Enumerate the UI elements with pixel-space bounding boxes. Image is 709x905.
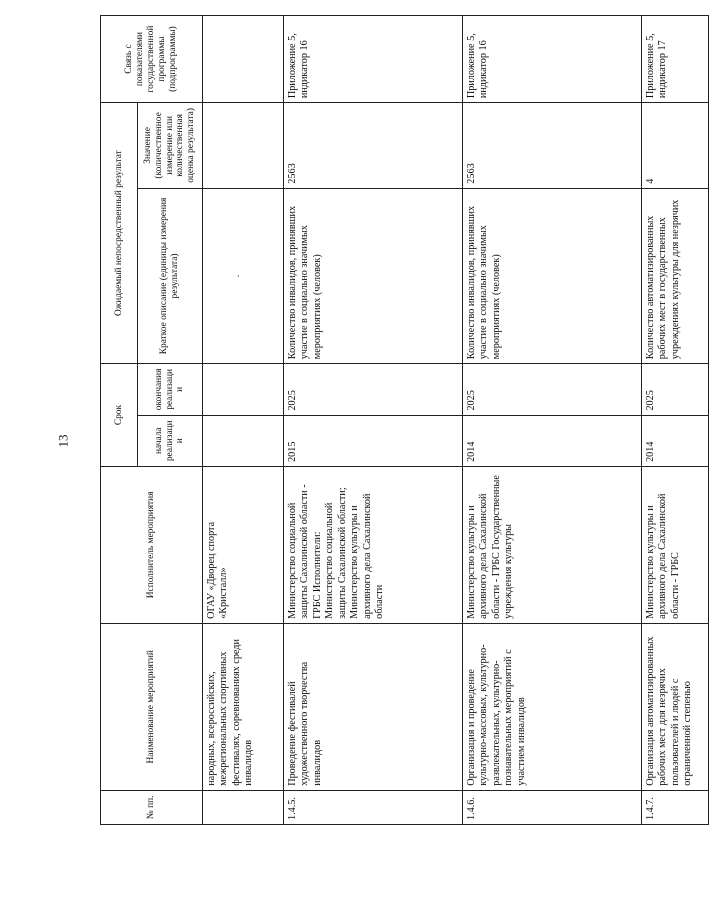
cell-executor: Министерство культуры и архивного дела Сахалинской области - ГРБС Государственные учреждения культуры xyxy=(463,466,642,623)
header-term: Срок xyxy=(101,364,138,467)
cell-start xyxy=(203,415,284,466)
cell-end: 2025 xyxy=(463,364,642,415)
stray-mark: · xyxy=(234,274,245,278)
cell-link: Приложение 5, индикатор 17 xyxy=(642,16,709,103)
cell-value: 4 xyxy=(642,103,709,189)
header-name: Наименование мероприятий xyxy=(101,623,203,790)
cell-executor: Министерство культуры и архивного дела Сахалинской области - ГРБС xyxy=(642,466,709,623)
header-term-start: начала реализации xyxy=(138,415,203,466)
cell-start: 2015 xyxy=(284,415,463,466)
cell-value: 2563 xyxy=(284,103,463,189)
cell-end xyxy=(203,364,284,415)
table-row xyxy=(463,16,642,825)
cell-desc: Количество инвалидов, принявших участие в социально значимых мероприятиях (человек) xyxy=(284,188,463,363)
table-row xyxy=(642,16,709,825)
header-term-end: окончания реализации xyxy=(138,364,203,415)
cell-no: 1.4.5. xyxy=(284,790,463,824)
header-no: № пп. xyxy=(101,790,203,824)
cell-desc xyxy=(203,188,284,363)
header-expected: Ожидаемый непосредственный результат xyxy=(101,103,138,364)
cell-name: Организация и проведение культурно-массовых, культурно-развлекательных, культурно-познавательных мероприятий с участием инвалидов xyxy=(463,623,642,790)
cell-no: 1.4.7. xyxy=(642,790,709,824)
cell-no xyxy=(203,790,284,824)
cell-end: 2025 xyxy=(642,364,709,415)
cell-link xyxy=(203,16,284,103)
cell-link: Приложение 5, индикатор 16 xyxy=(284,16,463,103)
page-number: 13 xyxy=(55,434,71,448)
cell-executor: Министерство социальной защиты Сахалинской области - ГРБС Исполнители: Министерство социальной защиты Сахалинской области; Министерство культуры и архивного дела Сахалинской области xyxy=(284,466,463,623)
cell-name: народных, всероссийских, межрегиональных спортивных фестивалях, соревнованиях среди инвалидов xyxy=(203,623,284,790)
cell-start: 2014 xyxy=(463,415,642,466)
cell-value: 2563 xyxy=(463,103,642,189)
header-executor: Исполнитель мероприятия xyxy=(101,466,203,623)
cell-no: 1.4.6. xyxy=(463,790,642,824)
cell-executor: ОГАУ «Дворец спорта «Кристалл» xyxy=(203,466,284,623)
cell-desc: Количество инвалидов, принявших участие в социально значимых мероприятиях (человек) xyxy=(463,188,642,363)
cell-link: Приложение 5, индикатор 16 xyxy=(463,16,642,103)
header-link: Связь с показателями государственной программы (подпрограммы) xyxy=(101,16,203,103)
cell-desc: Количество автоматизированных рабочих мест в государственных учреждениях культуры для незрячих xyxy=(642,188,709,363)
table-row xyxy=(203,16,284,825)
cell-end: 2025 xyxy=(284,364,463,415)
table-row xyxy=(284,16,463,825)
measures-table xyxy=(100,15,709,825)
header-expected-value: Значение (количественное измерение или количественная оценка результата) xyxy=(138,103,203,189)
header-expected-desc: Краткое описание (единицы измерения результата) xyxy=(138,188,203,363)
cell-start: 2014 xyxy=(642,415,709,466)
cell-value xyxy=(203,103,284,189)
cell-name: Организация автоматизированных рабочих мест для незрячих пользователей и людей с ограниченной степенью xyxy=(642,623,709,790)
rotated-table-container xyxy=(100,15,694,825)
cell-name: Проведение фестивалей художественного творчества инвалидов xyxy=(284,623,463,790)
